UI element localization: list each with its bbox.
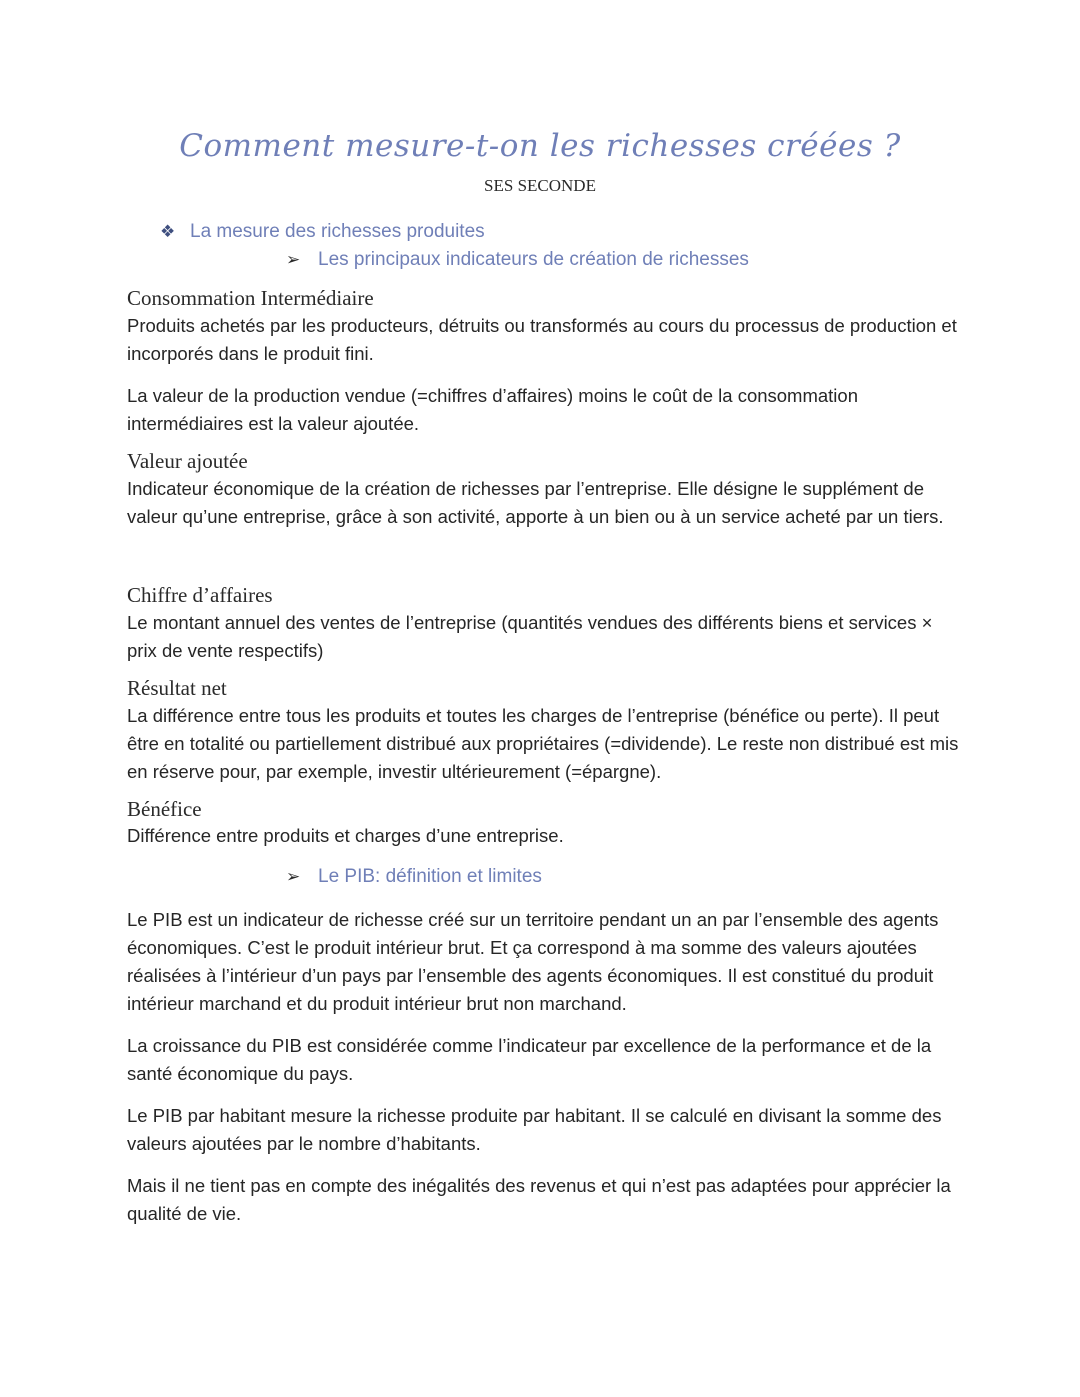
page-title: Comment mesure-t-on les richesses créées ?	[179, 128, 901, 164]
arrow-bullet-icon: ➢	[286, 250, 301, 269]
arrow-bullet-icon: ➢	[286, 867, 301, 886]
paragraph-pib-definition: Le PIB est un indicateur de richesse créé sur un territoire pendant un an par l’ensemble des agents économiques. C’est le produit intérieur brut. Et ça correspond à ma somme des valeurs ajoutées réalisées à l’intérieur d’un pays par l’ensemble des agents économiques. Il est constitué du produit intérieur marchand et du produit intérieur brut non marchand.	[127, 909, 939, 1014]
diamond-bullet-icon: ❖	[160, 222, 176, 241]
subsection-heading-text: Les principaux indicateurs de création de richesses	[318, 249, 749, 270]
definition-benefice: Différence entre produits et charges d’une entreprise.	[127, 825, 564, 846]
definition-consommation-intermediaire: Produits achetés par les producteurs, détruits ou transformés au cours du processus de production et incorporés dans le produit fini.	[127, 315, 957, 364]
term-resultat-net: Résultat net	[127, 676, 227, 700]
paragraph-valeur-ajoutee-intro: La valeur de la production vendue (=chiffres d’affaires) moins le coût de la consommation intermédiaires est la valeur ajoutée.	[127, 385, 858, 434]
page-subtitle: SES SECONDE	[484, 176, 596, 195]
section-heading	[160, 221, 485, 243]
paragraph-pib-limites: Mais il ne tient pas en compte des inégalités des revenus et qui n’est pas adaptées pour apprécier la qualité de vie.	[127, 1175, 951, 1224]
subsection-heading-indicators	[286, 249, 749, 271]
subsection-heading-pib	[286, 866, 542, 888]
definition-chiffre-affaires: Le montant annuel des ventes de l’entreprise (quantités vendues des différents biens et services × prix de vente respectifs)	[127, 612, 933, 661]
term-valeur-ajoutee: Valeur ajoutée	[127, 449, 248, 473]
term-benefice: Bénéfice	[127, 797, 202, 821]
section-heading-text: La mesure des richesses produites	[190, 221, 485, 242]
term-chiffre-affaires: Chiffre d’affaires	[127, 583, 273, 607]
definition-resultat-net: La différence entre tous les produits et toutes les charges de l’entreprise (bénéfice ou perte). Il peut être en totalité ou partiellement distribué aux propriétaires (=dividende). Le reste non distribué est mis en réserve pour, par exemple, investir ultérieurement (=épargne).	[127, 705, 959, 782]
subsection-heading-text: Le PIB: définition et limites	[318, 866, 542, 887]
paragraph-pib-par-habitant: Le PIB par habitant mesure la richesse produite par habitant. Il se calculé en divisant la somme des valeurs ajoutées par le nombre d’habitants.	[127, 1105, 942, 1154]
definition-valeur-ajoutee: Indicateur économique de la création de richesses par l’entreprise. Elle désigne le supplément de valeur qu’une entreprise, grâce à son activité, apporte à un bien ou à un service acheté par un tiers.	[127, 478, 944, 527]
paragraph-pib-croissance: La croissance du PIB est considérée comme l’indicateur par excellence de la performance et de la santé économique du pays.	[127, 1035, 932, 1084]
term-consommation-intermediaire: Consommation Intermédiaire	[127, 286, 374, 310]
